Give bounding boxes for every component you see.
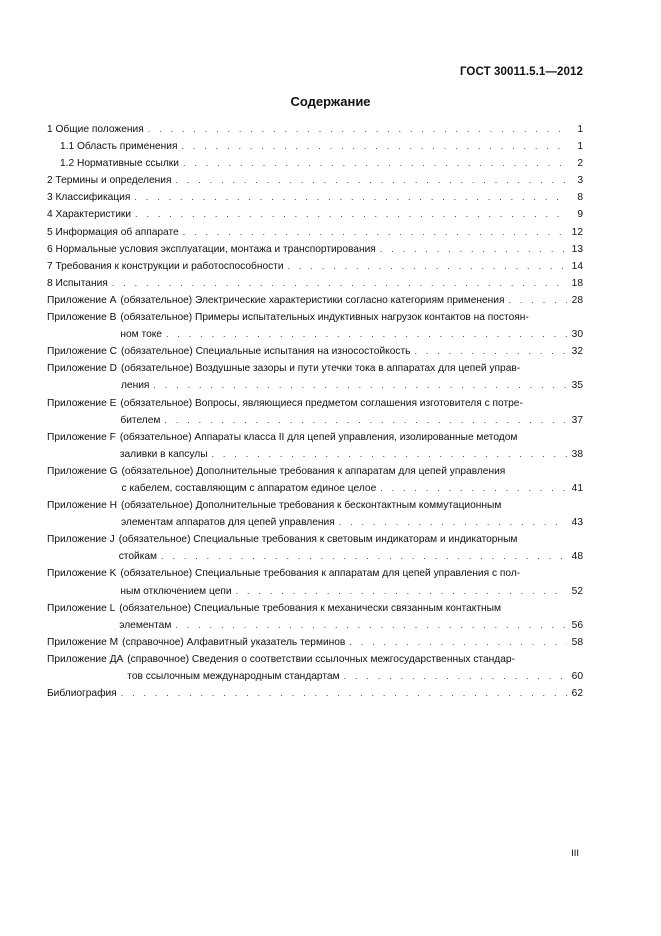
toc-page-number: 13 — [571, 243, 583, 255]
toc-page-number: 43 — [571, 517, 583, 529]
toc-appendix-entry — [47, 497, 583, 531]
toc-appendix-entry — [47, 531, 583, 565]
toc-entry-label: элементам — [119, 619, 172, 631]
toc-page-number: 1 — [577, 141, 583, 153]
document-code: ГОСТ 30011.5.1—2012 — [459, 66, 583, 78]
appendix-title-continuation — [122, 480, 583, 497]
dot-leader — [161, 548, 567, 565]
toc-section-entry — [47, 206, 583, 223]
toc-appendix-entry — [47, 565, 583, 599]
toc-entry-label: 5 Информация об аппарате — [47, 226, 179, 238]
dot-leader — [164, 412, 567, 429]
toc-entry-label: 1.1 Область применения — [60, 141, 178, 153]
toc-entry-label: ном токе — [120, 329, 162, 341]
toc-page-number: 32 — [571, 346, 583, 358]
toc-entry-label: 4 Характеристики — [47, 209, 132, 221]
toc-page-number: 1 — [577, 124, 583, 135]
appendix-prefix: Приложение J — [47, 534, 115, 546]
toc-appendix-entry — [47, 395, 583, 429]
appendix-title-line: (обязательное) Воздушные зазоры и пути утечки тока в аппаратах для цепей управ- — [120, 363, 521, 375]
dot-leader — [112, 275, 567, 292]
appendix-title-line — [120, 292, 583, 309]
toc-page-number: 9 — [577, 209, 583, 221]
toc-page-number: 62 — [571, 688, 583, 700]
toc-entry-label: элементам аппаратов для цепей управления — [120, 517, 335, 529]
appendix-prefix: Приложение С — [47, 346, 117, 358]
toc-page-number: 30 — [571, 329, 583, 341]
toc-section-entry — [47, 172, 583, 189]
toc-bibliography-entry — [47, 685, 583, 702]
toc-entry-label: 3 Классификация — [47, 192, 131, 204]
appendix-title-line: (справочное) Сведения о соответствии ссылочных межгосударственных стандар- — [127, 653, 515, 665]
dot-leader — [181, 138, 567, 155]
toc-appendix-entry — [47, 634, 583, 651]
toc-appendix-entry — [47, 600, 583, 634]
toc-section-entry — [47, 241, 583, 258]
toc-entry-label: 1.2 Нормативные ссылки — [60, 158, 179, 170]
appendix-prefix: Приложение М — [47, 636, 119, 648]
appendix-title-line: (обязательное) Вопросы, являющиеся предметом соглашения изготовителя с потре- — [120, 397, 523, 409]
dot-leader — [148, 121, 567, 138]
appendix-title-continuation — [127, 668, 583, 685]
toc-entry-label: (справочное) Алфавитный указатель терминов — [122, 636, 346, 648]
toc-section-entry — [47, 121, 583, 138]
toc-entry-label: с кабелем, составляющим с аппаратом единое целое — [121, 482, 377, 494]
toc-entry-label: Библиография — [47, 688, 117, 700]
toc-appendix-entry — [47, 463, 583, 497]
toc-appendix-entry — [47, 343, 583, 360]
dot-leader — [288, 258, 567, 275]
dot-leader — [175, 617, 567, 634]
dot-leader — [183, 224, 567, 241]
toc-page-number: 14 — [571, 260, 583, 272]
toc-entry-label: заливки в капсулы — [119, 448, 208, 460]
appendix-title-line — [122, 634, 583, 651]
dot-leader — [380, 480, 567, 497]
toc-subsection-entry — [47, 155, 583, 172]
toc-section-entry — [47, 224, 583, 241]
dot-leader — [349, 634, 567, 651]
toc-page-number: 37 — [571, 414, 583, 426]
appendix-title-line: (обязательное) Специальные требования к световым индикаторам и индикаторным — [118, 534, 518, 546]
toc-page-number: 58 — [571, 636, 583, 648]
toc-entry-label: ления — [120, 380, 150, 392]
toc-appendix-entry — [47, 429, 583, 463]
toc-appendix-entry — [47, 651, 583, 685]
dot-leader — [153, 377, 567, 394]
appendix-prefix: Приложение D — [47, 363, 117, 375]
appendix-prefix: Приложение А — [47, 294, 117, 306]
toc-entry-label: 1 Общие положения — [47, 124, 144, 135]
appendix-title-line: (обязательное) Аппараты класса II для цепей управления, изолированные методом — [119, 431, 518, 443]
appendix-title-line: (обязательное) Примеры испытательных индуктивных нагрузок контактов на постоян- — [120, 312, 529, 324]
toc-page-number: 48 — [571, 551, 583, 563]
appendix-title-line: (обязательное) Дополнительные требования к бесконтактным коммутационным — [120, 500, 502, 512]
appendix-title-continuation — [121, 514, 583, 531]
appendix-title-line: (обязательное) Специальные требования к механически связанным контактным — [119, 602, 501, 614]
appendix-prefix: Приложение Н — [47, 500, 117, 512]
appendix-title-line: (обязательное) Специальные требования к аппаратам для цепей управления с пол- — [120, 568, 521, 580]
toc-page-number: 18 — [571, 277, 583, 289]
dot-leader — [183, 155, 567, 172]
toc-page-number: 52 — [571, 585, 583, 597]
appendix-prefix: Приложение ДА — [47, 653, 124, 665]
dot-leader — [134, 189, 567, 206]
dot-leader — [509, 292, 567, 309]
appendix-prefix: Приложение G — [47, 465, 118, 477]
dot-leader — [380, 241, 567, 258]
toc-entry-label: бителем — [120, 414, 161, 426]
appendix-prefix: Приложение Е — [47, 397, 117, 409]
toc-entry-label: стойкам — [118, 551, 158, 563]
toc-page-number: 38 — [571, 448, 583, 460]
appendix-title-continuation — [120, 446, 583, 463]
toc-page-number: 3 — [577, 175, 583, 187]
appendix-prefix: Приложение F — [47, 431, 116, 443]
page-number: III — [571, 848, 579, 859]
table-of-contents — [47, 121, 583, 702]
toc-page-number: 35 — [571, 380, 583, 392]
toc-entry-label: 2 Термины и определения — [47, 175, 172, 187]
toc-entry-label: 8 Испытания — [47, 277, 108, 289]
toc-entry-label: (обязательное) Электрические характеристики согласно категориям применения — [120, 294, 505, 306]
toc-entry-label: 6 Нормальные условия эксплуатации, монтажа и транспортирования — [47, 243, 376, 255]
dot-leader — [212, 446, 567, 463]
appendix-title-line: (обязательное) Дополнительные требования к аппаратам для цепей управления — [121, 465, 506, 477]
toc-section-entry — [47, 275, 583, 292]
dot-leader — [135, 206, 567, 223]
toc-entry-label: тов ссылочным международным стандартам — [127, 671, 340, 682]
toc-appendix-entry — [47, 360, 583, 394]
appendix-title-continuation — [120, 583, 583, 600]
appendix-title-continuation — [120, 412, 583, 429]
appendix-title-continuation — [119, 617, 583, 634]
toc-entry-label: 7 Требования к конструкции и работоспособности — [47, 260, 284, 272]
toc-page-number: 2 — [577, 158, 583, 170]
toc-entry-label: ным отключением цепи — [120, 585, 232, 597]
appendix-title-line — [121, 343, 583, 360]
dot-leader — [414, 343, 567, 360]
toc-page-number: 56 — [571, 619, 583, 631]
dot-leader — [339, 514, 567, 531]
dot-leader — [166, 326, 567, 343]
toc-entry-label: (обязательное) Специальные испытания на износостойкость — [120, 346, 411, 358]
dot-leader — [121, 685, 567, 702]
appendix-title-continuation — [120, 326, 583, 343]
toc-page-number: 8 — [577, 192, 583, 204]
appendix-prefix: Приложение В — [47, 312, 117, 324]
toc-page-number: 41 — [571, 482, 583, 494]
dot-leader — [344, 668, 567, 685]
dot-leader — [175, 172, 567, 189]
appendix-title-continuation — [121, 377, 583, 394]
toc-page-number: 28 — [571, 294, 583, 306]
toc-page-number: 60 — [571, 671, 583, 682]
toc-appendix-entry — [47, 292, 583, 309]
appendix-title-continuation — [119, 548, 583, 565]
toc-appendix-entry — [47, 309, 583, 343]
page-title: Содержание — [290, 94, 371, 109]
appendix-prefix: Приложение K — [47, 568, 117, 580]
dot-leader — [236, 583, 567, 600]
toc-section-entry — [47, 189, 583, 206]
appendix-prefix: Приложение L — [47, 602, 116, 614]
toc-subsection-entry — [47, 138, 583, 155]
toc-section-entry — [47, 258, 583, 275]
toc-page-number: 12 — [571, 226, 583, 238]
